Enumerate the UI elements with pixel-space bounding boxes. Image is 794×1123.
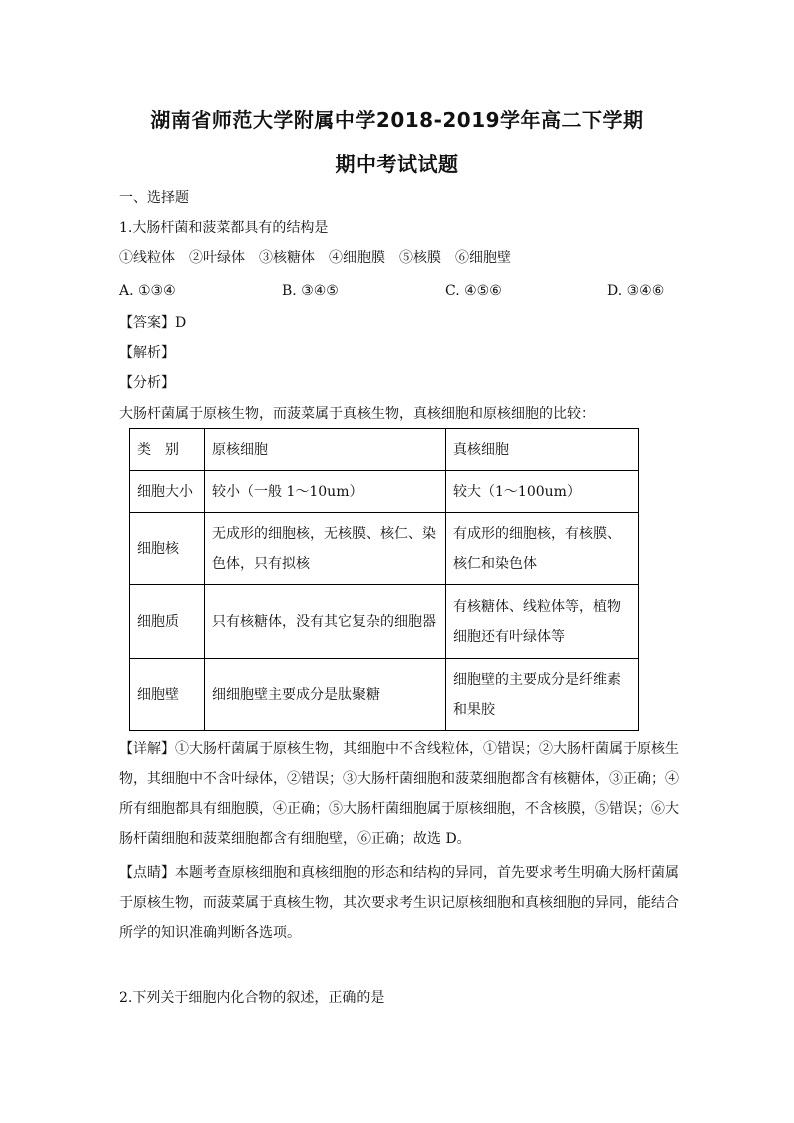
question-2-stem: 2.下列关于细胞内化合物的叙述，正确的是 — [119, 990, 385, 1006]
table-cell: 细胞大小 — [130, 471, 205, 513]
comparison-intro: 大肠杆菌属于原核生物，而菠菜属于真核生物，真核细胞和原核细胞的比较： — [119, 406, 595, 422]
table-cell: 有成形的细胞核，有核膜、核仁和染色体 — [446, 513, 639, 585]
table-cell: 较大（1～100um） — [446, 471, 639, 513]
table-row — [130, 585, 639, 659]
comparison-table — [129, 428, 639, 731]
table-row — [130, 513, 639, 585]
table-header-cell: 真核细胞 — [446, 429, 639, 471]
table-cell: 无成形的细胞核，无核膜、核仁、染色体，只有拟核 — [205, 513, 446, 585]
doc-title-line2: 期中考试试题 — [335, 152, 459, 176]
fenxi-heading: 【分析】 — [119, 375, 175, 391]
section-heading: 一、选择题 — [119, 190, 189, 206]
table-cell: 细胞质 — [130, 585, 205, 659]
table-cell: 有核糖体、线粒体等，植物细胞还有叶绿体等 — [446, 585, 639, 659]
option-a: A. ①③④ — [119, 283, 176, 299]
option-b: B. ③④⑤ — [282, 283, 339, 299]
answer-line: 【答案】D — [119, 315, 187, 331]
table-header-cell: 原核细胞 — [205, 429, 446, 471]
table-cell: 细胞核 — [130, 513, 205, 585]
analysis-heading: 【解析】 — [119, 345, 175, 361]
option-c: C. ④⑤⑥ — [445, 283, 502, 299]
table-header-row — [130, 429, 639, 471]
detail-paragraph: 【详解】①大肠杆菌属于原核生物，其细胞中不含线粒体，①错误；②大肠杆菌属于原核生物，其细胞中不含叶绿体，②错误；③大肠杆菌细胞和菠菜细胞都含有核糖体，③正确；④所有细胞都具有细胞膜，④正确；⑤大肠杆菌细胞属于原核细胞，不含核膜，⑤错误；⑥大肠杆菌细胞和菠菜细胞都含有细胞壁，⑥正确；故选 D。 — [119, 741, 679, 847]
table-header-cell: 类 别 — [130, 429, 205, 471]
question-1-stem: 1.大肠杆菌和菠菜都具有的结构是 — [119, 220, 329, 236]
question-1-items: ①线粒体 ②叶绿体 ③核糖体 ④细胞膜 ⑤核膜 ⑥细胞壁 — [119, 250, 511, 266]
table-cell: 较小（一般 1～10um） — [205, 471, 446, 513]
table-cell: 细细胞壁主要成分是肽聚糖 — [205, 659, 446, 731]
table-cell: 细胞壁 — [130, 659, 205, 731]
option-d: D. ③④⑥ — [607, 283, 665, 299]
doc-title-line1: 湖南省师范大学附属中学2018-2019学年高二下学期 — [150, 108, 644, 132]
table-row — [130, 471, 639, 513]
table-cell: 细胞壁的主要成分是纤维素和果胶 — [446, 659, 639, 731]
table-row — [130, 659, 639, 731]
table-cell: 只有核糖体，没有其它复杂的细胞器 — [205, 585, 446, 659]
comment-paragraph: 【点睛】本题考查原核细胞和真核细胞的形态和结构的异同，首先要求考生明确大肠杆菌属于原核生物，而菠菜属于真核生物，其次要求考生识记原核细胞和真核细胞的异同，能结合所学的知识准确判断各选项。 — [119, 865, 679, 941]
